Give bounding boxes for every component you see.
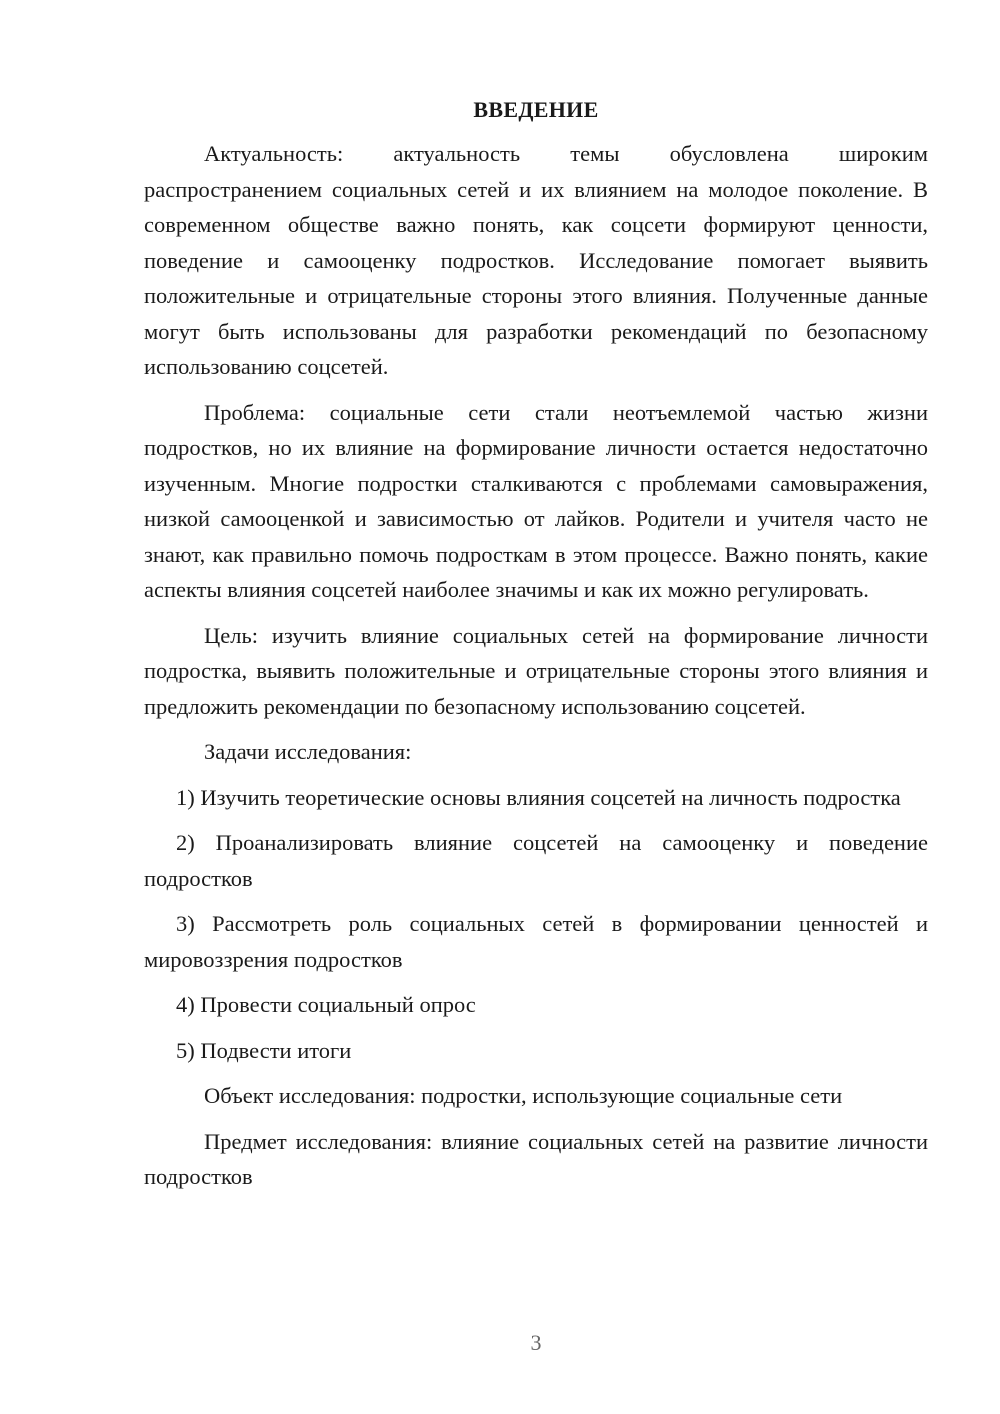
tasks-heading: Задачи исследования:	[204, 739, 412, 764]
paragraph-relevance: Актуальность: актуальность темы обусловлена широким распространением социальных сетей и их влиянием на молодое поколение. В современном обществе важно понять, как соцсети формируют ценности, поведение и самооценку подростков. Исследование помогает выявить положительные и отрицательные стороны этого влияния. Полученные данные могут быть использованы для разработки рекомендаций по безопасному использованию соцсетей.	[144, 141, 928, 379]
task-item-5: 5) Подвести итоги	[176, 1037, 352, 1063]
task-item-4: 4) Провести социальный опрос	[176, 992, 476, 1017]
page-number: 3	[530, 1330, 542, 1355]
document-title: ВВЕДЕНИЕ	[473, 97, 599, 122]
task-item-3: 3) Рассмотреть роль социальных сетей в формировании ценностей и мировоззрения подростков	[144, 911, 928, 972]
task-item-2: 2) Проанализировать влияние соцсетей на самооценку и поведение подростков	[144, 830, 928, 891]
paragraph-goal: Цель: изучить влияние социальных сетей на формирование личности подростка, выявить положительные и отрицательные стороны этого влияния и предложить рекомендации по безопасному использованию соцсетей.	[144, 622, 928, 719]
document-page	[144, 92, 928, 1205]
task-item-1: 1) Изучить теоретические основы влияния соцсетей на личность подростка	[176, 784, 901, 810]
paragraph-problem: Проблема: социальные сети стали неотъемлемой частью жизни подростков, но их влияние на формирование личности остается недостаточно изученным. Многие подростки сталкиваются с проблемами самовыражения, низкой самооценкой и зависимостью от лайков. Родители и учителя часто не знают, как правильно помочь подросткам в этом процессе. Важно понять, какие аспекты влияния соцсетей наиболее значимы и как их можно регулировать.	[144, 399, 928, 602]
research-subject: Предмет исследования: влияние социальных сетей на развитие личности подростков	[144, 1128, 928, 1189]
research-object: Объект исследования: подростки, использующие социальные сети	[204, 1083, 843, 1108]
